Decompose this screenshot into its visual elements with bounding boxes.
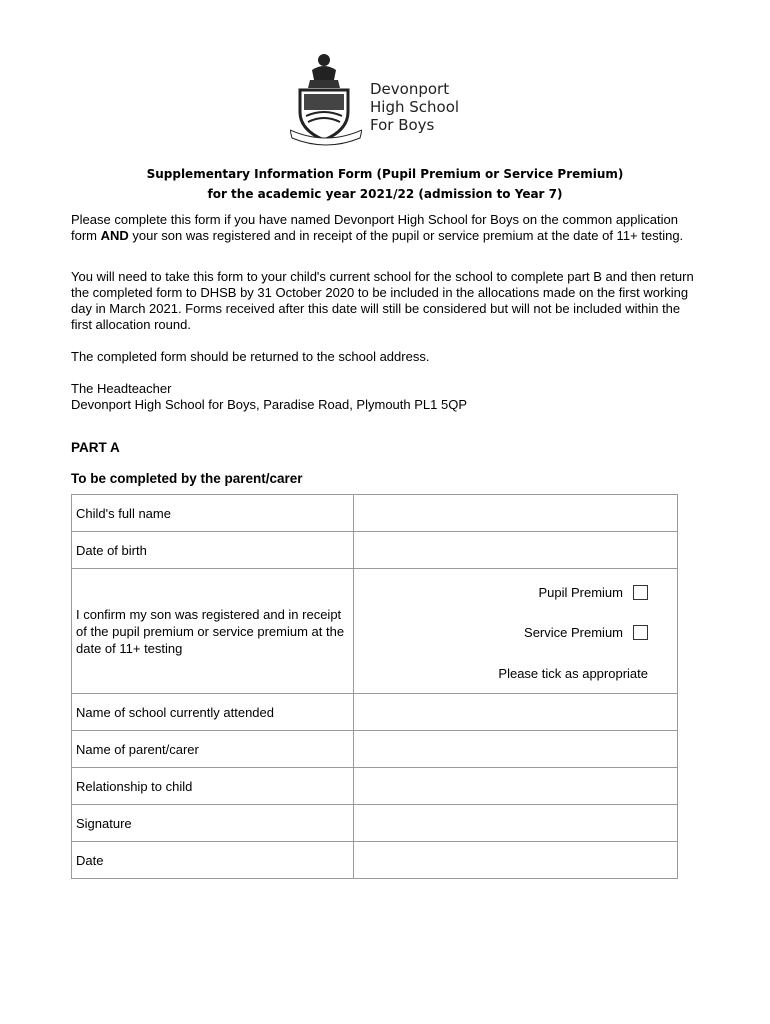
parent-name-label: Name of parent/carer (72, 731, 354, 768)
dob-label: Date of birth (72, 532, 354, 569)
pupil-premium-label: Pupil Premium (538, 585, 623, 600)
school-attended-field[interactable] (354, 694, 678, 731)
pupil-premium-checkbox[interactable] (633, 585, 648, 600)
table-row (72, 842, 678, 879)
signature-field[interactable] (354, 805, 678, 842)
school-crest-icon (290, 50, 362, 148)
childs-name-label: Child's full name (72, 495, 354, 532)
tick-instruction: Please tick as appropriate (498, 666, 648, 681)
parent-name-field[interactable] (354, 731, 678, 768)
intro-paragraph-1 (71, 212, 703, 244)
school-attended-label: Name of school currently attended (72, 694, 354, 731)
intro-paragraph-2: You will need to take this form to your child's current school for the school to complete part B and then return the completed form to DHSB by 31 October 2020 to be included in the allocations made on the first working day in March 2021. Forms received after this date will still be considered but will not be included within the first allocation round. (71, 269, 694, 332)
part-a-heading: PART A (71, 440, 120, 455)
return-address (71, 381, 703, 413)
school-name-line2: High School (370, 98, 460, 116)
intro-p1-text-a: Please complete this form if you have named Devonport High School for Boys on the common application form (71, 212, 678, 243)
signature-label: Signature (72, 805, 354, 842)
address-line-1: The Headteacher (71, 381, 172, 396)
relationship-label: Relationship to child (72, 768, 354, 805)
form-title-line1: Supplementary Information Form (Pupil Premium or Service Premium) (146, 167, 624, 181)
address-line-2: Devonport High School for Boys, Paradise Road, Plymouth PL1 5QP (71, 397, 467, 412)
dob-field[interactable] (354, 532, 678, 569)
table-row (72, 768, 678, 805)
service-premium-option (524, 625, 648, 641)
school-name-line3: For Boys (370, 116, 435, 134)
table-row (72, 805, 678, 842)
intro-paragraph-3: The completed form should be returned to the school address. (71, 349, 430, 364)
table-row (72, 731, 678, 768)
date-label: Date (72, 842, 354, 879)
school-logo (290, 50, 465, 150)
table-row (72, 495, 678, 532)
table-row (72, 569, 678, 694)
school-name-line1: Devonport (370, 80, 450, 98)
relationship-field[interactable] (354, 768, 678, 805)
form-title-line2: for the academic year 2021/22 (admission to Year 7) (207, 187, 563, 201)
childs-name-field[interactable] (354, 495, 678, 532)
pupil-premium-option (538, 585, 648, 601)
table-row (72, 532, 678, 569)
intro-p1-bold: AND (100, 228, 129, 243)
premium-options-cell (354, 569, 678, 694)
date-field[interactable] (354, 842, 678, 879)
school-name (370, 80, 459, 134)
intro-p1-text-b: your son was registered and in receipt of the pupil or service premium at the date of 11+ testing. (128, 228, 684, 243)
table-row (72, 694, 678, 731)
service-premium-checkbox[interactable] (633, 625, 648, 640)
part-a-table (71, 494, 678, 879)
confirm-premium-label: I confirm my son was registered and in receipt of the pupil premium or service premium at the date of 11+ testing (72, 569, 354, 694)
part-a-subheading: To be completed by the parent/carer (71, 471, 303, 486)
service-premium-label: Service Premium (524, 625, 623, 640)
